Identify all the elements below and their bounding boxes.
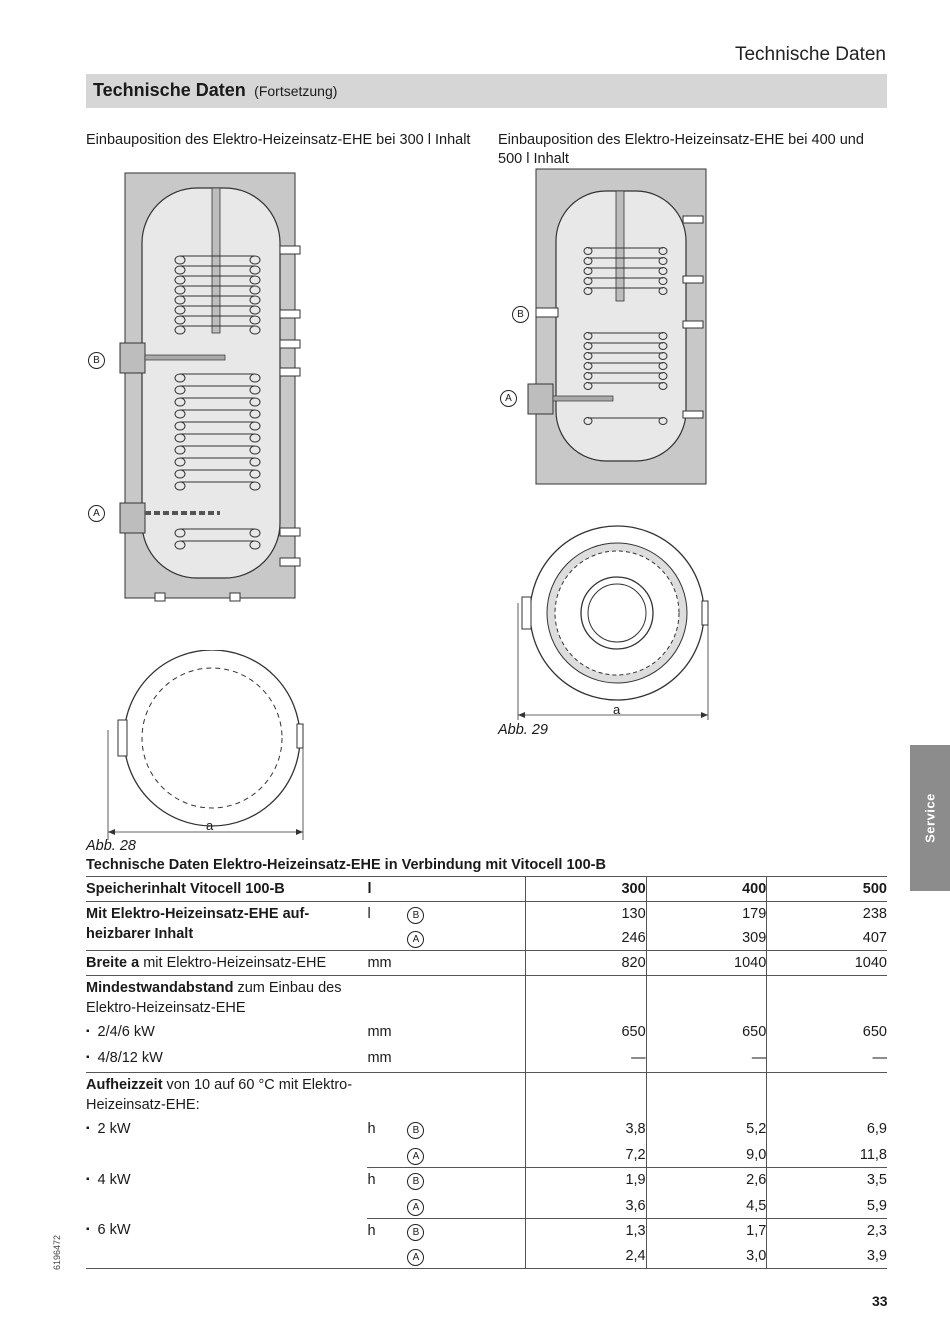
table-row [86, 976, 887, 1021]
aufheiz-6kw-b-300: 1,3 [526, 1218, 647, 1244]
mindest-r2-unit: mm [367, 1050, 392, 1066]
heizbar-a-400: 309 [646, 926, 767, 951]
table-row [86, 1117, 887, 1143]
header-label: Speicherinhalt Vitocell 100-B [86, 877, 367, 902]
breite-300: 820 [526, 951, 647, 976]
figure-right-caption: Einbauposition des Elektro-Heizeinsatz-EHE bei 400 und 500 l Inhalt [498, 132, 864, 167]
aufheiz-4kw-b-400: 2,6 [646, 1168, 767, 1194]
mindest-r1-300: 650 [526, 1020, 647, 1046]
header-500: 500 [767, 877, 887, 902]
aufheiz-6kw-b-400: 1,7 [646, 1218, 767, 1244]
marker-b: B [407, 907, 424, 924]
figure-left-number: Abb. 28 [86, 838, 136, 854]
heizbar-unit: l [367, 902, 405, 927]
marker-b-right: B [512, 306, 529, 323]
mindest-r2-500: — [767, 1046, 887, 1073]
tank-400-500-top-view [510, 525, 720, 720]
aufheiz-label: Aufheizzeit von 10 auf 60 °C mit Elektro-Heizeinsatz-EHE: [86, 1073, 367, 1118]
table-row [86, 902, 887, 927]
table-row [86, 1194, 887, 1219]
heizbar-a-300: 246 [526, 926, 647, 951]
table-row [86, 1244, 887, 1269]
heizbar-label: Mit Elektro-Heizeinsatz-EHE auf-heizbarer Inhalt [86, 902, 367, 951]
heizbar-b-400: 179 [646, 902, 767, 927]
breite-500: 1040 [767, 951, 887, 976]
aufheiz-4kw-b-500: 3,5 [767, 1168, 887, 1194]
aufheiz-6kw-b-500: 2,3 [767, 1218, 887, 1244]
aufheiz-2kw-unit: h [367, 1121, 376, 1137]
marker-a: A [407, 1148, 424, 1165]
marker-a-left: A [88, 505, 105, 522]
marker-a-right: A [500, 390, 517, 407]
aufheiz-6kw-unit: h [367, 1218, 405, 1244]
aufheiz-4kw-a-500: 5,9 [767, 1194, 887, 1219]
aufheiz-4kw-unit: h [367, 1168, 405, 1194]
table-row [86, 1046, 887, 1073]
marker-a: A [407, 1199, 424, 1216]
mindest-r2-label: ▪ 4/8/12 kW [86, 1050, 163, 1066]
aufheiz-2kw-b-300: 3,8 [526, 1117, 647, 1143]
aufheiz-4kw-label: ▪ 4 kW [86, 1172, 131, 1188]
dimension-a-left: a [206, 818, 214, 833]
table-row [86, 1143, 887, 1168]
mindest-r2-400: — [646, 1046, 767, 1073]
marker-b: B [407, 1224, 424, 1241]
marker-a: A [407, 931, 424, 948]
table-row [86, 1218, 887, 1244]
mindest-r1-500: 650 [767, 1020, 887, 1046]
marker-b-left: B [88, 352, 105, 369]
spec-table [86, 876, 887, 1269]
aufheiz-4kw-a-300: 3,6 [526, 1194, 647, 1219]
aufheiz-2kw-b-500: 6,9 [767, 1117, 887, 1143]
marker-b: B [407, 1122, 424, 1139]
heizbar-b-300: 130 [526, 902, 647, 927]
header-300: 300 [526, 877, 647, 902]
service-tab-label: Service [922, 793, 938, 843]
aufheiz-2kw-label: ▪ 2 kW [86, 1121, 131, 1137]
aufheiz-6kw-label: ▪ 6 kW [86, 1222, 131, 1238]
mindest-label: Mindestwandabstand zum Einbau des Elektro-Heizeinsatz-EHE [86, 976, 367, 1021]
table-row [86, 1073, 887, 1118]
figure-left-caption: Einbauposition des Elektro-Heizeinsatz-EHE bei 300 l Inhalt [86, 132, 471, 148]
breite-400: 1040 [646, 951, 767, 976]
aufheiz-6kw-a-300: 2,4 [526, 1244, 647, 1269]
breite-label: Breite a mit Elektro-Heizeinsatz-EHE [86, 951, 367, 976]
table-row [86, 1020, 887, 1046]
page-header-title: Technische Daten [734, 44, 886, 65]
mindest-r1-label: ▪ 2/4/6 kW [86, 1024, 155, 1040]
aufheiz-2kw-a-300: 7,2 [526, 1143, 647, 1168]
marker-a: A [407, 1249, 424, 1266]
table-title: Technische Daten Elektro-Heizeinsatz-EHE in Verbindung mit Vitocell 100-B [86, 857, 606, 873]
tank-400-500-sectional-drawing [518, 166, 713, 491]
aufheiz-2kw-b-400: 5,2 [646, 1117, 767, 1143]
aufheiz-4kw-a-400: 4,5 [646, 1194, 767, 1219]
breite-unit: mm [367, 951, 405, 976]
section-subtitle: (Fortsetzung) [254, 83, 338, 99]
table-row [86, 951, 887, 976]
tank-300-top-view [100, 650, 315, 840]
marker-b: B [407, 1173, 424, 1190]
aufheiz-2kw-a-500: 11,8 [767, 1143, 887, 1168]
figure-right-number: Abb. 29 [498, 722, 548, 738]
table-header-row [86, 877, 887, 902]
page-number: 33 [872, 1293, 888, 1309]
aufheiz-4kw-b-300: 1,9 [526, 1168, 647, 1194]
aufheiz-6kw-a-500: 3,9 [767, 1244, 887, 1269]
aufheiz-2kw-a-400: 9,0 [646, 1143, 767, 1168]
table-row [86, 1168, 887, 1194]
tank-300-sectional-drawing [80, 168, 310, 608]
heizbar-b-500: 238 [767, 902, 887, 927]
header-unit: l [367, 877, 405, 902]
section-title: Technische Daten [93, 80, 246, 100]
dimension-a-right: a [613, 702, 621, 717]
heizbar-a-500: 407 [767, 926, 887, 951]
document-number: 6196472 [52, 1234, 62, 1270]
section-title-bar [86, 74, 887, 108]
aufheiz-6kw-a-400: 3,0 [646, 1244, 767, 1269]
mindest-r1-unit: mm [367, 1024, 392, 1040]
header-400: 400 [646, 877, 767, 902]
mindest-r1-400: 650 [646, 1020, 767, 1046]
service-side-tab[interactable] [910, 745, 950, 891]
mindest-r2-300: — [526, 1046, 647, 1073]
